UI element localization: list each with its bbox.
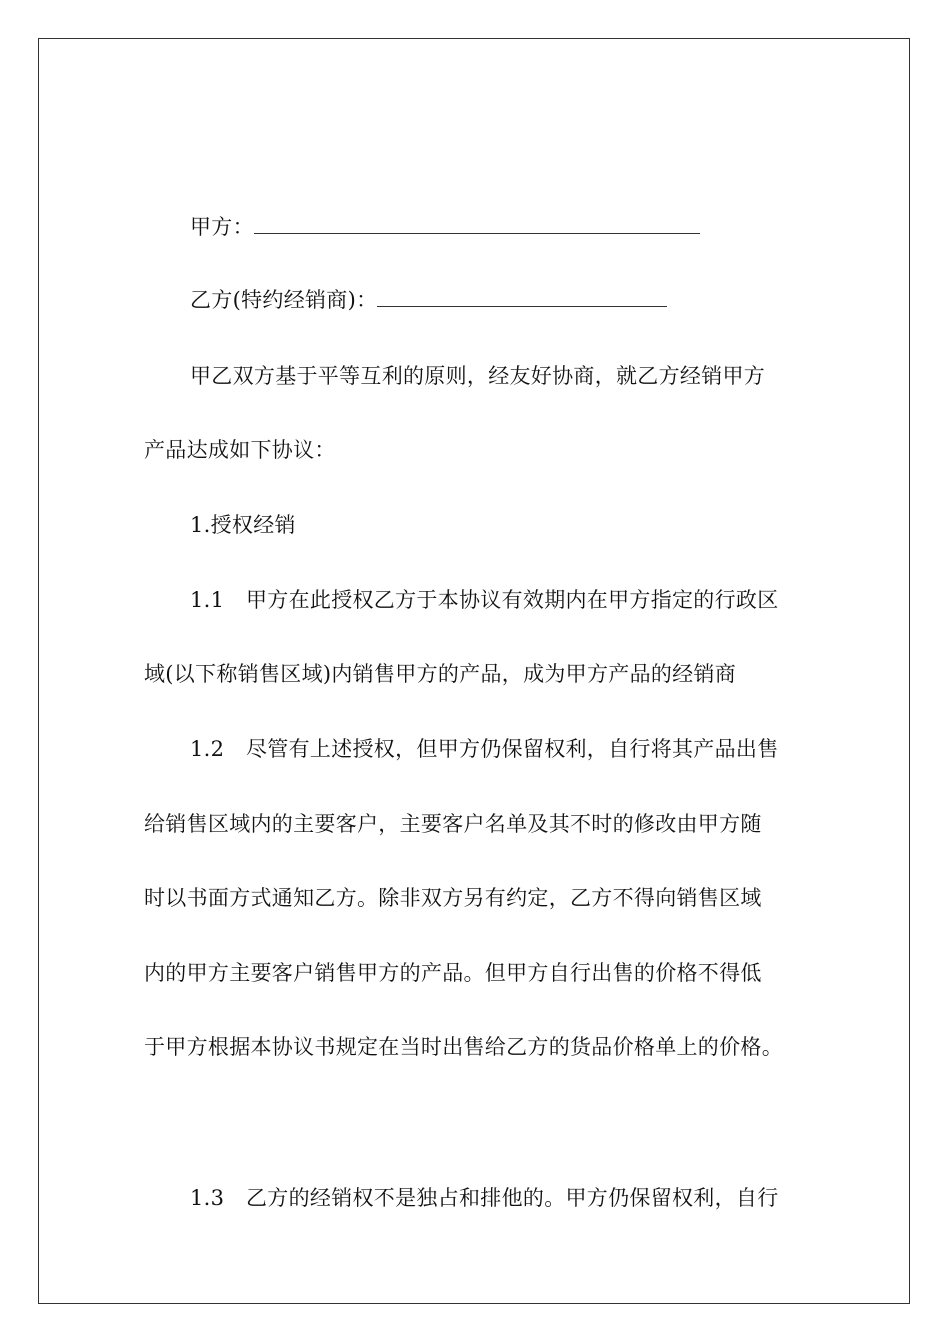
clause-text: 尽管有上述授权，但甲方仍保留权利，自行将其产品出售 — [246, 737, 779, 761]
clause-1-2-line-2: 给销售区域内的主要客户，主要客户名单及其不时的修改由甲方随 — [144, 812, 762, 836]
party-b-blank — [377, 288, 667, 307]
clause-1-1-line-2: 域(以下称销售区域)内销售甲方的产品，成为甲方产品的经销商 — [144, 662, 737, 686]
party-a-line — [190, 213, 700, 241]
clause-1-2-line-4: 内的甲方主要客户销售甲方的产品。但甲方自行出售的价格不得低 — [144, 961, 762, 985]
clause-1-2-line-3: 时以书面方式通知乙方。除非双方另有约定，乙方不得向销售区域 — [144, 886, 762, 910]
section-title: 1.授权经销 — [190, 513, 296, 537]
party-b-line — [190, 286, 667, 314]
clause-text: 乙方的经销权不是独占和排他的。甲方仍保留权利，自行 — [246, 1186, 779, 1210]
clause-number: 1.1 — [190, 588, 225, 612]
preamble-line-2: 产品达成如下协议： — [144, 438, 336, 462]
clause-number: 1.3 — [190, 1186, 225, 1210]
preamble-line-1: 甲乙双方基于平等互利的原则，经友好协商，就乙方经销甲方 — [190, 364, 766, 388]
clause-1-2-line-5: 于甲方根据本协议书规定在当时出售给乙方的货品价格单上的价格。 — [144, 1035, 783, 1059]
clause-1-3-line-1 — [190, 1184, 779, 1212]
party-a-label: 甲方： — [190, 215, 254, 239]
clause-1-2-line-1 — [190, 735, 779, 763]
party-a-blank — [254, 215, 700, 234]
clause-number: 1.2 — [190, 737, 225, 761]
party-b-label: 乙方(特约经销商)： — [190, 288, 378, 312]
clause-1-1-line-1 — [190, 586, 779, 614]
clause-text: 甲方在此授权乙方于本协议有效期内在甲方指定的行政区 — [246, 588, 779, 612]
